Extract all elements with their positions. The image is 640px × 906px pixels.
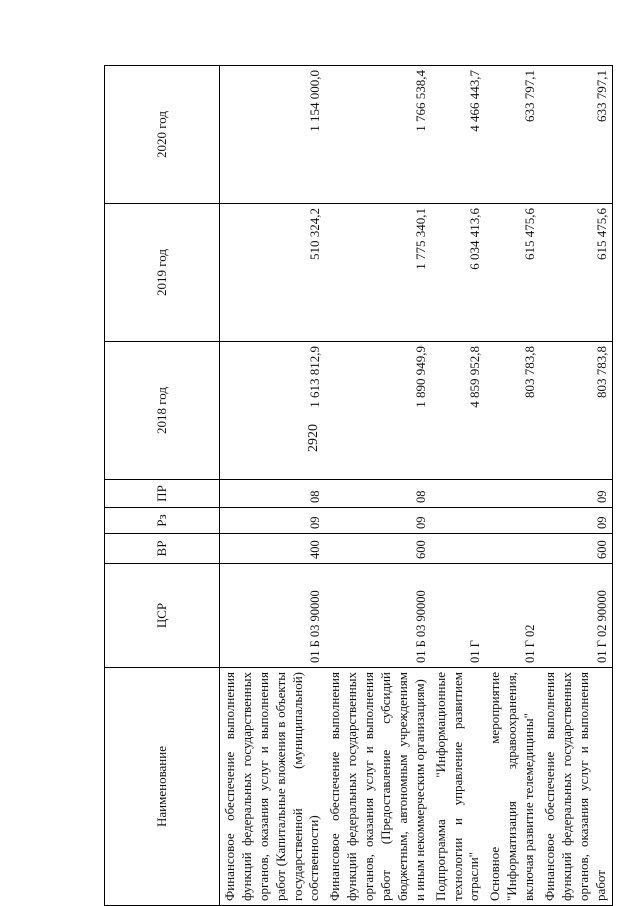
header-2020: 2020 год <box>105 66 220 204</box>
table-row <box>540 66 612 906</box>
header-vr: ВР <box>105 534 220 564</box>
row-2019: 1 775 340,1 <box>325 204 430 342</box>
row-name: Основное мероприятие "Информатизация здравоохранения, включая развитие телемедицины" <box>485 668 540 906</box>
row-csr: 01 Б 03 90000 <box>325 564 430 668</box>
row-2020: 1 154 000,0 <box>220 66 326 204</box>
row-csr: 01 Г <box>431 564 486 668</box>
row-csr: 01 Г 02 <box>485 564 540 668</box>
row-2019: 510 324,2 <box>220 204 326 342</box>
header-csr: ЦСР <box>105 564 220 668</box>
row-vr: 400 <box>220 534 326 564</box>
row-csr: 01 Г 02 90000 <box>540 564 612 668</box>
header-pr: ПР <box>105 480 220 508</box>
row-rz <box>485 508 540 534</box>
row-vr: 600 <box>325 534 430 564</box>
row-2018: 4 859 952,8 <box>431 342 486 480</box>
row-rz <box>431 508 486 534</box>
page-number: 2920 <box>306 424 321 452</box>
row-2019: 615 475,6 <box>540 204 612 342</box>
row-rz: 09 <box>325 508 430 534</box>
header-2018: 2018 год <box>105 342 220 480</box>
table-row <box>485 66 540 906</box>
row-pr: 08 <box>325 480 430 508</box>
row-2018: 803 783,8 <box>540 342 612 480</box>
header-rz: Рз <box>105 508 220 534</box>
rotated-page-content <box>104 66 640 906</box>
row-rz: 09 <box>220 508 326 534</box>
row-2019: 615 475,6 <box>485 204 540 342</box>
table-row <box>220 66 326 906</box>
row-vr <box>485 534 540 564</box>
row-name: Финансовое обеспечение выполнения функций федеральных государственных органов, оказания услуг и выполнения работ (Предоставление субсидий бюджетным, автономным учреждениям и иным некоммерческим организациям) <box>325 668 430 906</box>
row-pr <box>485 480 540 508</box>
row-2020: 633 797,1 <box>485 66 540 204</box>
row-pr: 09 <box>540 480 612 508</box>
row-csr: 01 Б 03 90000 <box>220 564 326 668</box>
row-pr: 08 <box>220 480 326 508</box>
row-2019: 6 034 413,6 <box>431 204 486 342</box>
row-rz: 09 <box>540 508 612 534</box>
row-name: Финансовое обеспечение выполнения функций федеральных государственных органов, оказания услуг и выполнения работ <box>540 668 612 906</box>
row-vr: 600 <box>540 534 612 564</box>
row-vr <box>431 534 486 564</box>
row-2020: 633 797,1 <box>540 66 612 204</box>
row-2020: 4 466 443,7 <box>431 66 486 204</box>
table-header-row <box>105 66 220 906</box>
table-row <box>431 66 486 906</box>
row-2020: 1 766 538,4 <box>325 66 430 204</box>
row-2018: 1 613 812,9 <box>220 342 326 480</box>
row-name: Подпрограмма "Информационные технологии и управление развитием отрасли" <box>431 668 486 906</box>
row-pr <box>431 480 486 508</box>
header-2019: 2019 год <box>105 204 220 342</box>
row-2018: 803 783,8 <box>485 342 540 480</box>
header-name: Наименование <box>105 668 220 906</box>
table-row <box>325 66 430 906</box>
row-name: Финансовое обеспечение выполнения функций федеральных государственных органов, оказания услуг и выполнения работ (Капитальные вложения в объекты государственной (муниципальной) собственности) <box>220 668 326 906</box>
budget-table <box>104 65 613 906</box>
row-2018: 1 890 949,9 <box>325 342 430 480</box>
